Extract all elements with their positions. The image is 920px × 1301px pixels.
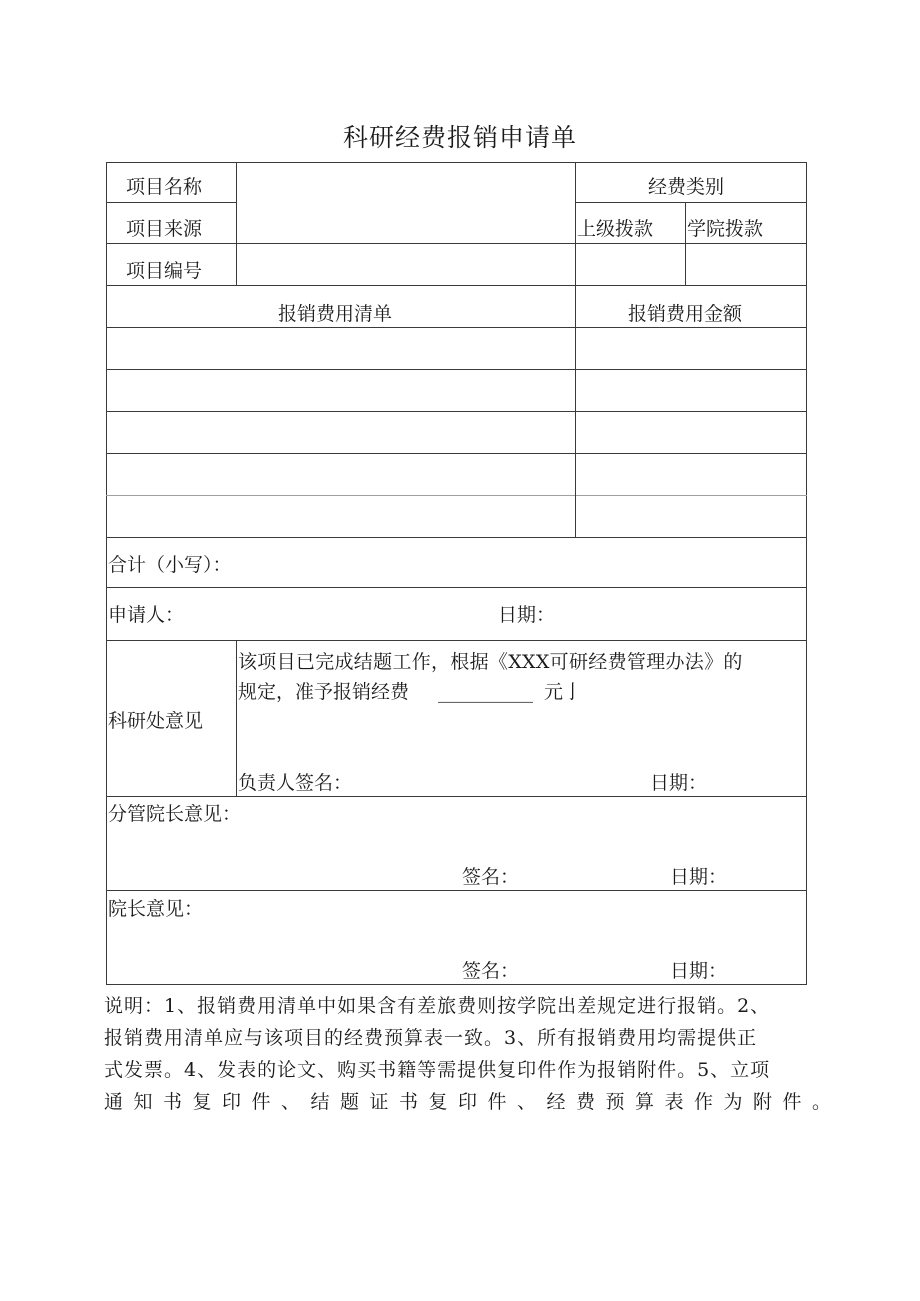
vice-dean-signature-label: 签名： [462,866,520,888]
research-office-text-line1: 该项目已完成结题工作，根据《XXX可研经费管理办法》的 [238,651,743,673]
rule [106,453,807,454]
vice-dean-date-label: 日期： [670,866,728,888]
research-office-label: 科研处意见 [108,710,204,732]
rule [575,285,576,537]
rule [106,243,236,244]
research-office-text-line2-end: 元亅 [544,681,583,703]
dean-signature-label: 签名： [462,960,520,982]
table-border-bottom [106,984,807,985]
rule [106,537,807,538]
research-office-amount-blank: __________ [438,681,533,703]
rule [106,495,807,496]
dean-opinion-label: 院长意见： [108,898,204,920]
rule [236,640,237,796]
rule [575,202,806,203]
expense-amount-header: 报销费用金额 [628,303,743,325]
rule [106,285,807,286]
vice-dean-opinion-label: 分管院长意见： [108,803,242,825]
table-border-top [106,162,807,163]
rule [685,202,686,285]
superior-allocation-label: 上级拨款 [577,218,654,240]
rule [106,640,807,641]
responsible-sign-label: 负责人签名： [238,772,353,794]
instructions-note [104,990,842,1118]
note-line: 通知书复印件、结题证书复印件、经费预算表作为附件。 [104,1091,842,1113]
rule [575,162,576,285]
rule [106,587,807,588]
note-line: 式发票。4、发表的论文、购买书籍等需提供复印件作为报销附件。5、立项 [104,1059,771,1081]
research-office-text-line2: 规定，准予报销经费 [238,681,410,703]
college-allocation-label: 学院拨款 [687,218,764,240]
rule [106,411,807,412]
note-line: 报销费用清单应与该项目的经费预算表一致。3、所有报销费用均需提供正 [104,1027,758,1049]
project-number-label: 项目编号 [126,260,203,282]
project-source-label: 项目来源 [126,218,203,240]
rule [106,327,807,328]
rule [236,162,237,285]
page-title: 科研经费报销申请单 [342,123,577,152]
rule [106,369,807,370]
project-name-label: 项目名称 [126,176,203,198]
total-label: 合计（小写）： [108,554,232,576]
dean-date-label: 日期： [670,960,728,982]
rule [236,243,806,244]
expense-list-header: 报销费用清单 [278,303,393,325]
applicant-date-label: 日期： [498,604,556,626]
applicant-label: 申请人： [108,604,185,626]
note-line: 说明：1、报销费用清单中如果含有差旅费则按学院出差规定进行报销。2、 [104,995,771,1017]
rule [106,890,807,891]
rule [106,202,236,203]
research-office-date-label: 日期： [650,772,708,794]
rule [106,796,807,797]
fund-category-label: 经费类别 [648,176,725,198]
